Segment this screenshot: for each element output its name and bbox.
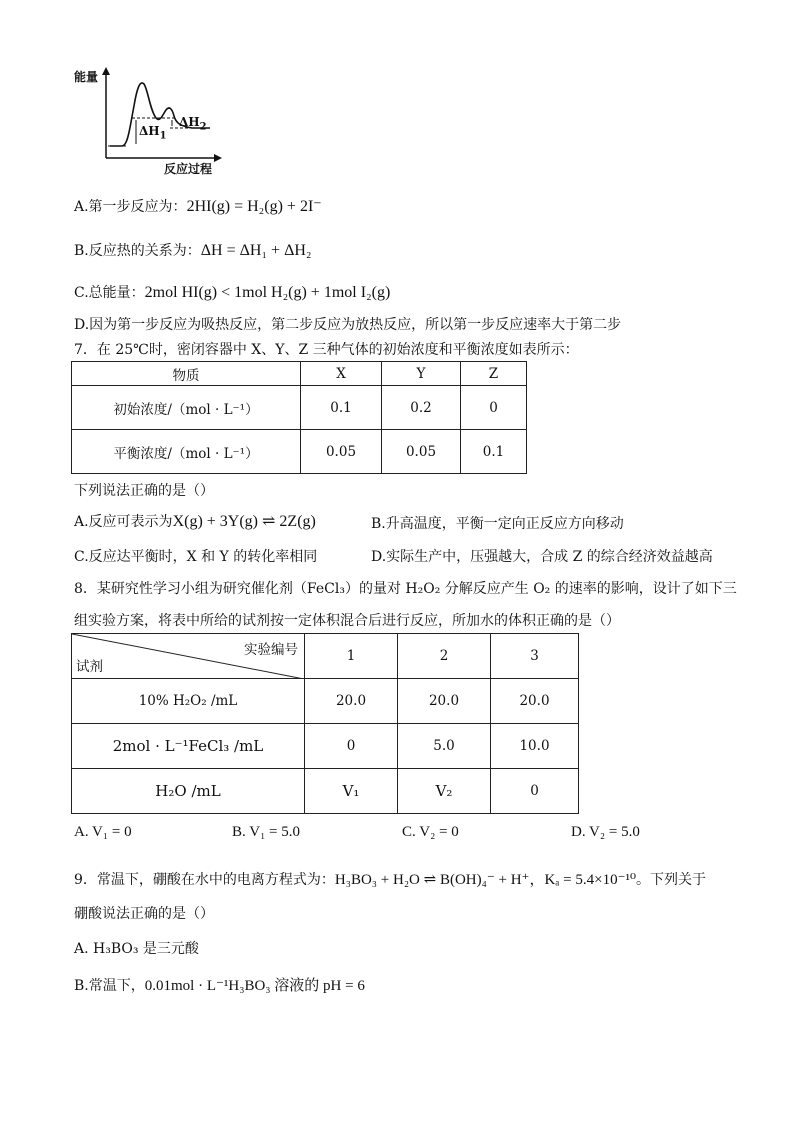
q7-row-label: 平衡浓度/（mol · L⁻¹） [72, 430, 301, 474]
table-row [72, 769, 579, 814]
q8-option-d: D. V₂ = 5.0 [571, 824, 640, 840]
q7-header: 物质 [72, 362, 301, 386]
table-row [72, 724, 579, 769]
q8-row-label: 2mol · L⁻¹FeCl₃ /mL [72, 724, 305, 769]
diagram-dh1-label: $\Delta H_1$ [139, 124, 167, 142]
diagram-y-label: 能量 [74, 70, 99, 84]
q7-option-a: A.反应可表示为X(g) + 3Y(g) ⇌ 2Z(g) [74, 513, 316, 530]
q9-stem-line2: 硼酸说法正确的是（） [74, 906, 214, 922]
q7-cell: 0.1 [301, 386, 382, 430]
q8-cell: 20.0 [491, 679, 579, 724]
q8-cell: V₂ [398, 769, 491, 814]
q6-option-d: D.因为第一步反应为吸热反应，第二步反应为放热反应，所以第一步反应速率大于第二步 [74, 317, 622, 333]
q8-option-a: A. V₁ = 0 [74, 824, 132, 840]
q7-option-c: C.反应达平衡时，X 和 Y 的转化率相同 [74, 549, 318, 565]
q8-cell: 5.0 [398, 724, 491, 769]
q8-cell: 0 [305, 724, 398, 769]
q7-option-d: D.实际生产中，压强越大，合成 Z 的综合经济效益越高 [371, 549, 713, 565]
q8-cell: 20.0 [305, 679, 398, 724]
q8-stem-line1: 8．某研究性学习小组为研究催化剂（FeCl₃）的量对 H₂O₂ 分解反应产生 O₂ 的速率的影响，设计了如下三 [74, 581, 737, 597]
q7-row-label: 初始浓度/（mol · L⁻¹） [72, 386, 301, 430]
x-axis-arrow [214, 154, 222, 162]
q8-cell: 10.0 [491, 724, 579, 769]
q7-header: X [301, 362, 382, 386]
q8-cell: 20.0 [398, 679, 491, 724]
q6-option-a: A.第一步反应为：2HI(g) = H₂(g) + 2I⁻ [74, 198, 322, 215]
q9-option-a: A. H₃BO₃ 是三元酸 [74, 941, 199, 957]
q7-cell: 0.05 [382, 430, 461, 474]
q8-col-header: 2 [398, 634, 491, 679]
q8-corner-bottom: 试剂 [76, 659, 103, 675]
q7-header: Y [382, 362, 461, 386]
q7-question: 下列说法正确的是（） [74, 483, 214, 499]
q8-stem-line2: 组实验方案，将表中所给的试剂按一定体积混合后进行反应，所加水的体积正确的是（） [74, 613, 620, 629]
q9-option-b: B.常温下，0.01mol · L⁻¹H₃BO₃ 溶液的 pH = 6 [74, 978, 365, 994]
y-axis-arrow [102, 67, 110, 75]
q7-cell: 0.1 [461, 430, 527, 474]
q8-option-b: B. V₁ = 5.0 [232, 824, 301, 840]
diagram-x-label: 反应过程 [164, 162, 213, 176]
q8-cell: V₁ [305, 769, 398, 814]
q7-cell: 0.2 [382, 386, 461, 430]
q7-option-b: B.升高温度，平衡一定向正反应方向移动 [371, 516, 624, 532]
q8-col-header: 3 [491, 634, 579, 679]
q6-option-c: C.总能量：2mol HI(g) < 1mol H₂(g) + 1mol I₂(g) [74, 284, 391, 301]
q7-stem: 7．在 25℃时，密闭容器中 X、Y、Z 三种气体的初始浓度和平衡浓度如表所示： [74, 342, 579, 358]
q7-cell: 0.05 [301, 430, 382, 474]
q9-stem: 9．常温下，硼酸在水中的电离方程式为：H₃BO₃ + H₂O ⇌ B(OH)₄⁻ + H⁺，Kₐ = 5.4×10⁻¹⁰。下列关于 [74, 872, 707, 888]
q6-option-b: B.反应热的关系为：ΔH = ΔH₁ + ΔH₂ [74, 242, 312, 259]
q8-corner-top: 实验编号 [244, 642, 298, 658]
q8-table [71, 633, 579, 814]
q7-cell: 0 [461, 386, 527, 430]
q8-cell: 0 [491, 769, 579, 814]
q8-col-header: 1 [305, 634, 398, 679]
q7-table [71, 361, 527, 474]
q8-row-label: 10% H₂O₂ /mL [72, 679, 305, 724]
table-row [72, 386, 527, 430]
q8-row-label: H₂O /mL [72, 769, 305, 814]
table-row [72, 679, 579, 724]
table-row [72, 430, 527, 474]
q7-header: Z [461, 362, 527, 386]
q8-option-c: C. V₂ = 0 [402, 824, 459, 840]
diagram-dh2-label: $\Delta H_2$ [179, 115, 207, 133]
q8-corner-cell [72, 634, 305, 679]
